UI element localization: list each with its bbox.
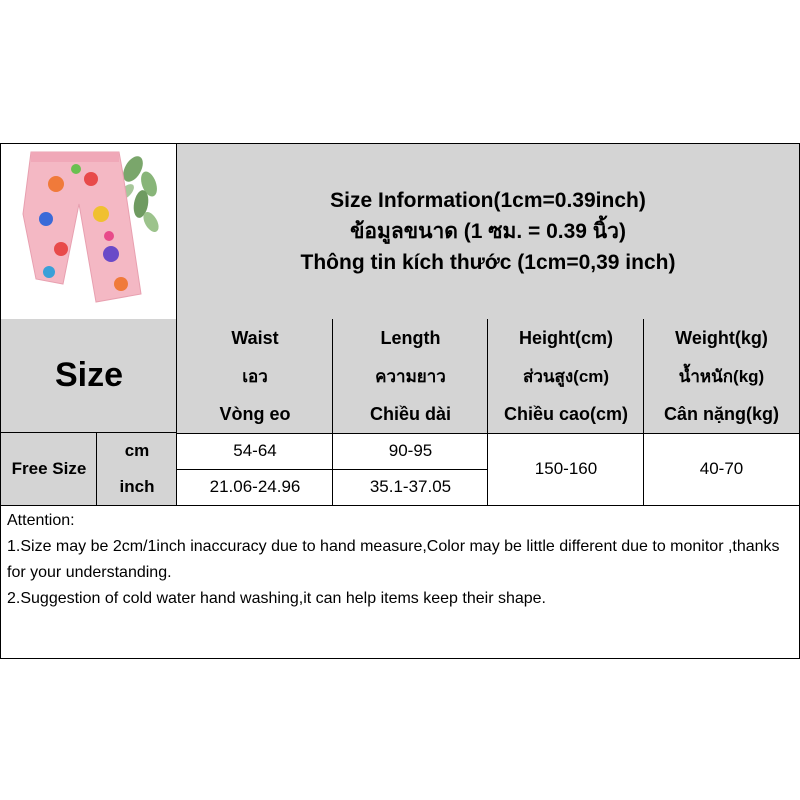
weight-cell: 40-70: [643, 433, 800, 506]
col-header-length-vi: Chiều dài: [332, 395, 488, 434]
product-image-cell: [0, 143, 177, 320]
title-cell: [176, 143, 800, 320]
waist-cm-cell: 54-64: [176, 433, 333, 470]
height-cell: 150-160: [487, 433, 644, 506]
length-cm-cell: 90-95: [332, 433, 488, 470]
col-header-length-th: ความยาว: [332, 357, 488, 396]
col-header-waist-vi: Vòng eo: [176, 395, 333, 434]
notes-heading: Attention:: [7, 512, 75, 529]
pants-image: [1, 144, 176, 319]
size-label: Size: [54, 356, 124, 394]
attention-notes: [0, 505, 800, 659]
col-header-waist-en: Waist: [176, 319, 333, 358]
col-header-waist-th: เอว: [176, 357, 333, 396]
col-header-height-th: ส่วนสูง(cm): [487, 357, 644, 396]
col-header-height-en: Height(cm): [487, 319, 644, 358]
free-size-cell: [0, 433, 97, 506]
col-header-weight-en: Weight(kg): [643, 319, 800, 358]
free-size-label: Free Size: [11, 459, 87, 478]
notes-line-2: 2.Suggestion of cold water hand washing,it can help items keep their shape.: [7, 590, 546, 607]
title-vi: Thông tin kích thước (1cm=0,39 inch): [300, 251, 676, 274]
col-header-height-vi: Chiều cao(cm): [487, 395, 644, 434]
title-th: ข้อมูลขนาด (1 ซม. = 0.39 นิ้ว): [350, 220, 626, 243]
unit-inch-cell: inch: [96, 469, 177, 506]
waist-inch-cell: 21.06-24.96: [176, 469, 333, 506]
unit-cm-cell: cm: [96, 433, 177, 470]
title-en: Size Information(1cm=0.39inch): [330, 189, 646, 212]
length-inch-cell: 35.1-37.05: [332, 469, 488, 506]
size-header-cell: [0, 319, 177, 433]
col-header-length-en: Length: [332, 319, 488, 358]
notes-line-1: 1.Size may be 2cm/1inch inaccuracy due to hand measure,Color may be little different due to monitor ,thanks for your understanding.: [7, 538, 780, 581]
col-header-weight-th: น้ำหนัก(kg): [643, 357, 800, 396]
col-header-weight-vi: Cân nặng(kg): [643, 395, 800, 434]
